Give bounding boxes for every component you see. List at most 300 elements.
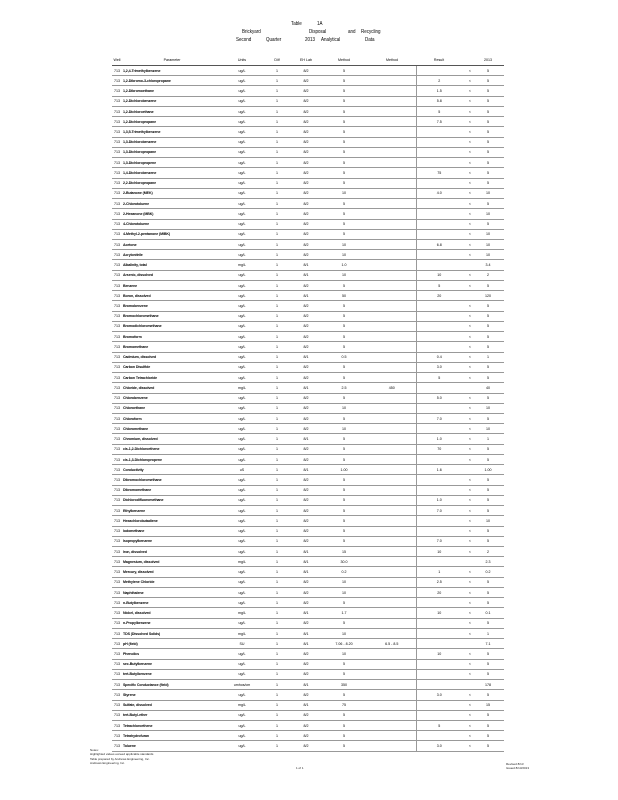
cell-well: 713 [114,293,120,298]
cell-units: ug/L [238,109,246,114]
table-row [112,311,504,321]
cell-method: 1.7 [341,611,347,616]
cell-well: 713 [114,590,120,595]
table-row [112,199,504,209]
cell-dilution: 1 [276,488,278,493]
cell-method-2 [368,465,416,475]
cell-dilution: 1 [276,529,278,534]
title-word: Disposal [309,29,327,35]
cell-eh-lab: 8/2 [303,672,309,677]
cell-qualifier: < [468,703,471,708]
cell-result: 5 [416,721,462,731]
cell-qualifier: < [468,426,471,431]
cell-dilution: 1 [276,672,278,677]
cell-2013: 5 [487,580,489,585]
cell-parameter: 2-Hexanone (MBK) [123,211,154,216]
title-word: Analytical [321,37,341,43]
cell-method-2 [368,352,416,362]
table-row [112,710,504,720]
cell-method: 5 [343,416,345,421]
cell-method-2 [368,362,416,372]
cell-result [416,710,462,720]
table-row [112,659,504,669]
cell-parameter: Iron, dissolved [123,549,147,554]
table-row [112,516,504,526]
cell-qualifier: < [468,590,471,595]
cell-2013: 5 [487,375,489,380]
cell-dilution: 1 [276,170,278,175]
cell-method: 10 [342,426,346,431]
cell-eh-lab: 8/2 [303,518,309,523]
cell-dilution: 1 [276,68,278,73]
cell-method: 5 [343,692,345,697]
footer-line: Revised 8/13 [506,762,524,766]
cell-2013: 5 [487,78,489,83]
cell-2013: 40 [486,385,490,390]
cell-qualifier [462,260,472,270]
cell-2013: 5 [487,600,489,605]
cell-eh-lab: 8/2 [303,140,309,145]
cell-2013: 5 [487,692,489,697]
cell-units: ug/L [238,150,246,155]
cell-2013: 7.1 [485,641,491,646]
cell-eh-lab: 8/2 [303,662,309,667]
table-row [112,557,504,567]
table-row [112,598,504,608]
cell-2013: 5 [487,365,489,370]
cell-method-2 [368,76,416,86]
cell-well: 713 [114,580,120,585]
cell-2013: 5 [487,314,489,319]
cell-dilution: 1 [276,385,278,390]
cell-result [416,147,462,157]
cell-result [416,219,462,229]
cell-eh-lab: 8/2 [303,580,309,585]
cell-dilution: 1 [276,437,278,442]
cell-method: 5 [343,447,345,452]
cell-method-2 [368,628,416,638]
cell-well: 713 [114,447,120,452]
cell-method: 2.5 [341,385,347,390]
table-row [112,526,504,536]
cell-2013: 5 [487,170,489,175]
cell-well: 713 [114,621,120,626]
cell-eh-lab: 8/1 [303,559,309,564]
cell-method: 5 [343,744,345,749]
cell-method: 5 [343,713,345,718]
cell-result [416,66,462,76]
cell-well: 713 [114,170,120,175]
cell-parameter: n-Butylbenzene [123,600,149,605]
cell-method-2 [368,669,416,679]
cell-method: 7.06 - 8.20 [335,641,353,646]
cell-method-2 [368,485,416,495]
cell-eh-lab: 8/2 [303,344,309,349]
table-row [112,649,504,659]
cell-2013: 5 [487,662,489,667]
cell-parameter: Naphthalene [123,590,144,595]
cell-eh-lab: 8/2 [303,334,309,339]
cell-result: 1.0 [416,495,462,505]
table-label: Table [291,21,302,27]
cell-2013: 5 [487,150,489,155]
cell-eh-lab: 8/2 [303,723,309,728]
cell-eh-lab: 8/2 [303,590,309,595]
cell-qualifier: < [468,314,471,319]
table-row [112,506,504,516]
cell-well: 713 [114,283,120,288]
table-row [112,403,504,413]
cell-well: 713 [114,488,120,493]
cell-well: 713 [114,641,120,646]
cell-method-2 [368,178,416,188]
cell-method-2 [368,618,416,628]
cell-dilution: 1 [276,211,278,216]
cell-well: 713 [114,181,120,186]
cell-method: 15 [342,549,346,554]
cell-method: 10 [342,252,346,257]
cell-parameter: 2-Chlorotoluene [123,201,150,206]
cell-dilution: 1 [276,150,278,155]
cell-parameter: Carbon Disulfide [123,365,151,370]
cell-2013: 5 [487,723,489,728]
cell-dilution: 1 [276,181,278,186]
table-row [112,260,504,270]
cell-units: ug/L [238,324,246,329]
cell-units: ug/L [238,211,246,216]
cell-parameter: Styrene [123,692,136,697]
cell-qualifier: < [468,252,471,257]
cell-method-2 [368,86,416,96]
cell-dilution: 1 [276,570,278,575]
cell-method: 5 [343,488,345,493]
cell-qualifier [462,639,472,649]
cell-method: 75 [342,703,346,708]
cell-qualifier: < [468,733,471,738]
cell-eh-lab: 8/2 [303,68,309,73]
cell-dilution: 1 [276,334,278,339]
cell-2013: 5 [487,130,489,135]
cell-qualifier: < [468,334,471,339]
analytical-data-table [112,55,504,752]
cell-method-2 [368,495,416,505]
cell-qualifier: < [468,447,471,452]
cell-units: ug/L [238,416,246,421]
title-word: Brickyard [242,29,261,35]
cell-units: ug/L [238,406,246,411]
cell-method-2 [368,311,416,321]
cell-qualifier: < [468,222,471,227]
cell-units: ug/L [238,518,246,523]
cell-dilution: 1 [276,89,278,94]
table-row [112,209,504,219]
cell-method: 10 [342,590,346,595]
cell-qualifier: < [468,324,471,329]
cell-well: 713 [114,508,120,513]
cell-units: ug/L [238,130,246,135]
cell-parameter: Acrylonitrile [123,252,143,257]
cell-qualifier: < [468,457,471,462]
cell-eh-lab: 8/1 [303,263,309,268]
table-row [112,168,504,178]
cell-result [416,598,462,608]
cell-2013: 5 [487,733,489,738]
cell-units: ug/L [238,477,246,482]
cell-method-2 [368,649,416,659]
cell-eh-lab: 8/2 [303,621,309,626]
cell-method: 5 [343,150,345,155]
table-row [112,587,504,597]
cell-qualifier: < [468,283,471,288]
cell-dilution: 1 [276,109,278,114]
cell-method: 30.0 [340,559,348,564]
cell-method-2 [368,219,416,229]
cell-2013: 2 [487,273,489,278]
table-row [112,301,504,311]
cell-result [416,137,462,147]
cell-eh-lab: 8/1 [303,570,309,575]
cell-eh-lab: 8/2 [303,130,309,135]
cell-units: ug/L [238,651,246,656]
cell-dilution: 1 [276,744,278,749]
cell-method: 5 [343,621,345,626]
cell-eh-lab: 8/1 [303,293,309,298]
cell-units: ug/L [238,252,246,257]
table-row [112,127,504,137]
cell-result [416,127,462,137]
cell-eh-lab: 8/2 [303,201,309,206]
cell-units: ug/L [238,692,246,697]
cell-method: 5 [343,375,345,380]
cell-method: 5 [343,232,345,237]
cell-2013: 10 [486,426,490,431]
cell-dilution: 1 [276,375,278,380]
cell-2013: 1 [487,355,489,360]
cell-units: ug/L [238,498,246,503]
table-row [112,86,504,96]
cell-parameter: tert-Butyl-ether [123,713,148,718]
table-row [112,76,504,86]
cell-eh-lab: 8/1 [303,437,309,442]
cell-method-2 [368,587,416,597]
cell-units: ug/L [238,672,246,677]
cell-parameter: Toluene [123,744,136,749]
cell-qualifier: < [468,130,471,135]
table-row [112,362,504,372]
cell-result [416,680,462,690]
cell-method-2 [368,413,416,423]
cell-qualifier: < [468,570,471,575]
cell-units: ug/L [238,78,246,83]
cell-method: 5 [343,457,345,462]
cell-2013: 1.00 [484,467,492,472]
cell-method: 5 [343,498,345,503]
cell-well: 713 [114,723,120,728]
cell-well: 713 [114,457,120,462]
cell-2013: 5 [487,713,489,718]
cell-qualifier: < [468,89,471,94]
cell-parameter: Sulfate, dissolved [123,703,152,708]
cell-2013: 5 [487,334,489,339]
cell-well: 713 [114,467,120,472]
cell-result: 5 [416,373,462,383]
cell-dilution: 1 [276,651,278,656]
cell-2013: 5 [487,477,489,482]
cell-units: ug/L [238,201,246,206]
cell-dilution: 1 [276,99,278,104]
cell-result: 5 [416,280,462,290]
cell-result: 10 [416,547,462,557]
cell-parameter: Arsenic, dissolved [123,273,153,278]
cell-well: 713 [114,703,120,708]
cell-2013: 5 [487,529,489,534]
cell-method: 5 [343,78,345,83]
cell-dilution: 1 [276,641,278,646]
cell-parameter: Chloride, dissolved [123,385,155,390]
cell-qualifier: < [468,498,471,503]
cell-well: 713 [114,222,120,227]
cell-result [416,659,462,669]
cell-method-2 [368,280,416,290]
cell-well: 713 [114,334,120,339]
table-row [112,332,504,342]
cell-units: ug/L [238,191,246,196]
cell-result [416,618,462,628]
cell-method-2 [368,321,416,331]
cell-eh-lab: 8/2 [303,304,309,308]
cell-dilution: 1 [276,539,278,544]
cell-method: 10 [342,406,346,411]
cell-well: 713 [114,273,120,278]
cell-eh-lab: 8/2 [303,252,309,257]
cell-units: ug/L [238,344,246,349]
cell-result [416,557,462,567]
table-row [112,424,504,434]
page-number: 1 of 1 [296,766,304,770]
cell-eh-lab: 8/2 [303,508,309,513]
table-row [112,567,504,577]
table-row [112,639,504,649]
cell-method-2 [368,547,416,557]
cell-parameter: Ethylbenzene [123,508,145,513]
cell-well: 713 [114,252,120,257]
cell-method-2 [368,403,416,413]
cell-qualifier: < [468,99,471,104]
footer-line: Andrews Engineering, Inc. [90,761,126,766]
cell-qualifier: < [468,211,471,216]
cell-method: 5 [343,334,345,339]
cell-eh-lab: 8/2 [303,457,309,462]
cell-dilution: 1 [276,662,278,667]
cell-eh-lab: 8/2 [303,406,309,411]
cell-units: ug/L [238,365,246,370]
cell-dilution: 1 [276,222,278,227]
cell-method: 0.2 [341,570,347,575]
cell-result: 10 [416,270,462,280]
cell-eh-lab: 8/2 [303,119,309,124]
cell-units: mg/L [238,263,246,268]
cell-qualifier: < [468,744,471,749]
cell-dilution: 1 [276,477,278,482]
cell-result [416,209,462,219]
cell-dilution: 1 [276,263,278,268]
cell-2013: 5 [487,283,489,288]
cell-method-2 [368,260,416,270]
table-row [112,721,504,731]
cell-method-2 [368,106,416,116]
cell-dilution: 1 [276,293,278,298]
cell-dilution: 1 [276,160,278,165]
cell-qualifier: < [468,692,471,697]
cell-qualifier: < [468,488,471,493]
cell-2013: 10 [486,406,490,411]
cell-units: ug/L [238,580,246,585]
cell-eh-lab: 8/2 [303,222,309,227]
cell-qualifier: < [468,181,471,186]
table-row [112,280,504,290]
table-row [112,106,504,116]
cell-dilution: 1 [276,78,278,83]
cell-well: 713 [114,744,120,749]
table-row [112,731,504,741]
cell-method: 10 [342,242,346,247]
cell-dilution: 1 [276,355,278,360]
cell-method-2 [368,229,416,239]
cell-result: 20 [416,587,462,597]
cell-qualifier: < [468,232,471,237]
cell-result [416,250,462,260]
cell-units: ug/L [238,68,246,73]
table-row [112,147,504,157]
cell-method-2 [368,127,416,137]
cell-dilution: 1 [276,252,278,257]
cell-qualifier: < [468,119,471,124]
cell-dilution: 1 [276,518,278,523]
cell-units: uS [239,467,245,472]
cell-dilution: 1 [276,611,278,616]
cell-eh-lab: 8/1 [303,467,309,472]
cell-well: 713 [114,191,120,196]
cell-well: 713 [114,631,120,636]
cell-method-2 [368,598,416,608]
cell-parameter: Specific Conductance (field) [123,682,169,687]
cell-result [416,485,462,495]
cell-method: 5 [343,109,345,114]
cell-dilution: 1 [276,723,278,728]
cell-parameter: TDS (Dissolved Solids) [123,631,161,636]
cell-method: 5 [343,181,345,186]
cell-dilution: 1 [276,692,278,697]
cell-qualifier: < [468,651,471,656]
cell-qualifier: < [468,201,471,206]
column-header-method-2: Method [368,55,416,66]
cell-dilution: 1 [276,283,278,288]
cell-method: 5 [343,324,345,329]
table-row [112,239,504,249]
cell-parameter: Methylene Chloride [123,580,155,585]
cell-eh-lab: 8/2 [303,416,309,421]
cell-units: ug/L [238,426,246,431]
footer-line: Highlighted values exceed applicable standards [90,752,154,757]
cell-units: ug/L [238,549,246,554]
cell-eh-lab: 8/2 [303,744,309,749]
table-body [112,66,504,752]
cell-parameter: Acetone [123,242,137,247]
cell-units: ug/L [238,334,246,339]
cell-2013: 5 [487,672,489,677]
cell-eh-lab: 8/2 [303,498,309,503]
cell-method-2 [368,536,416,546]
